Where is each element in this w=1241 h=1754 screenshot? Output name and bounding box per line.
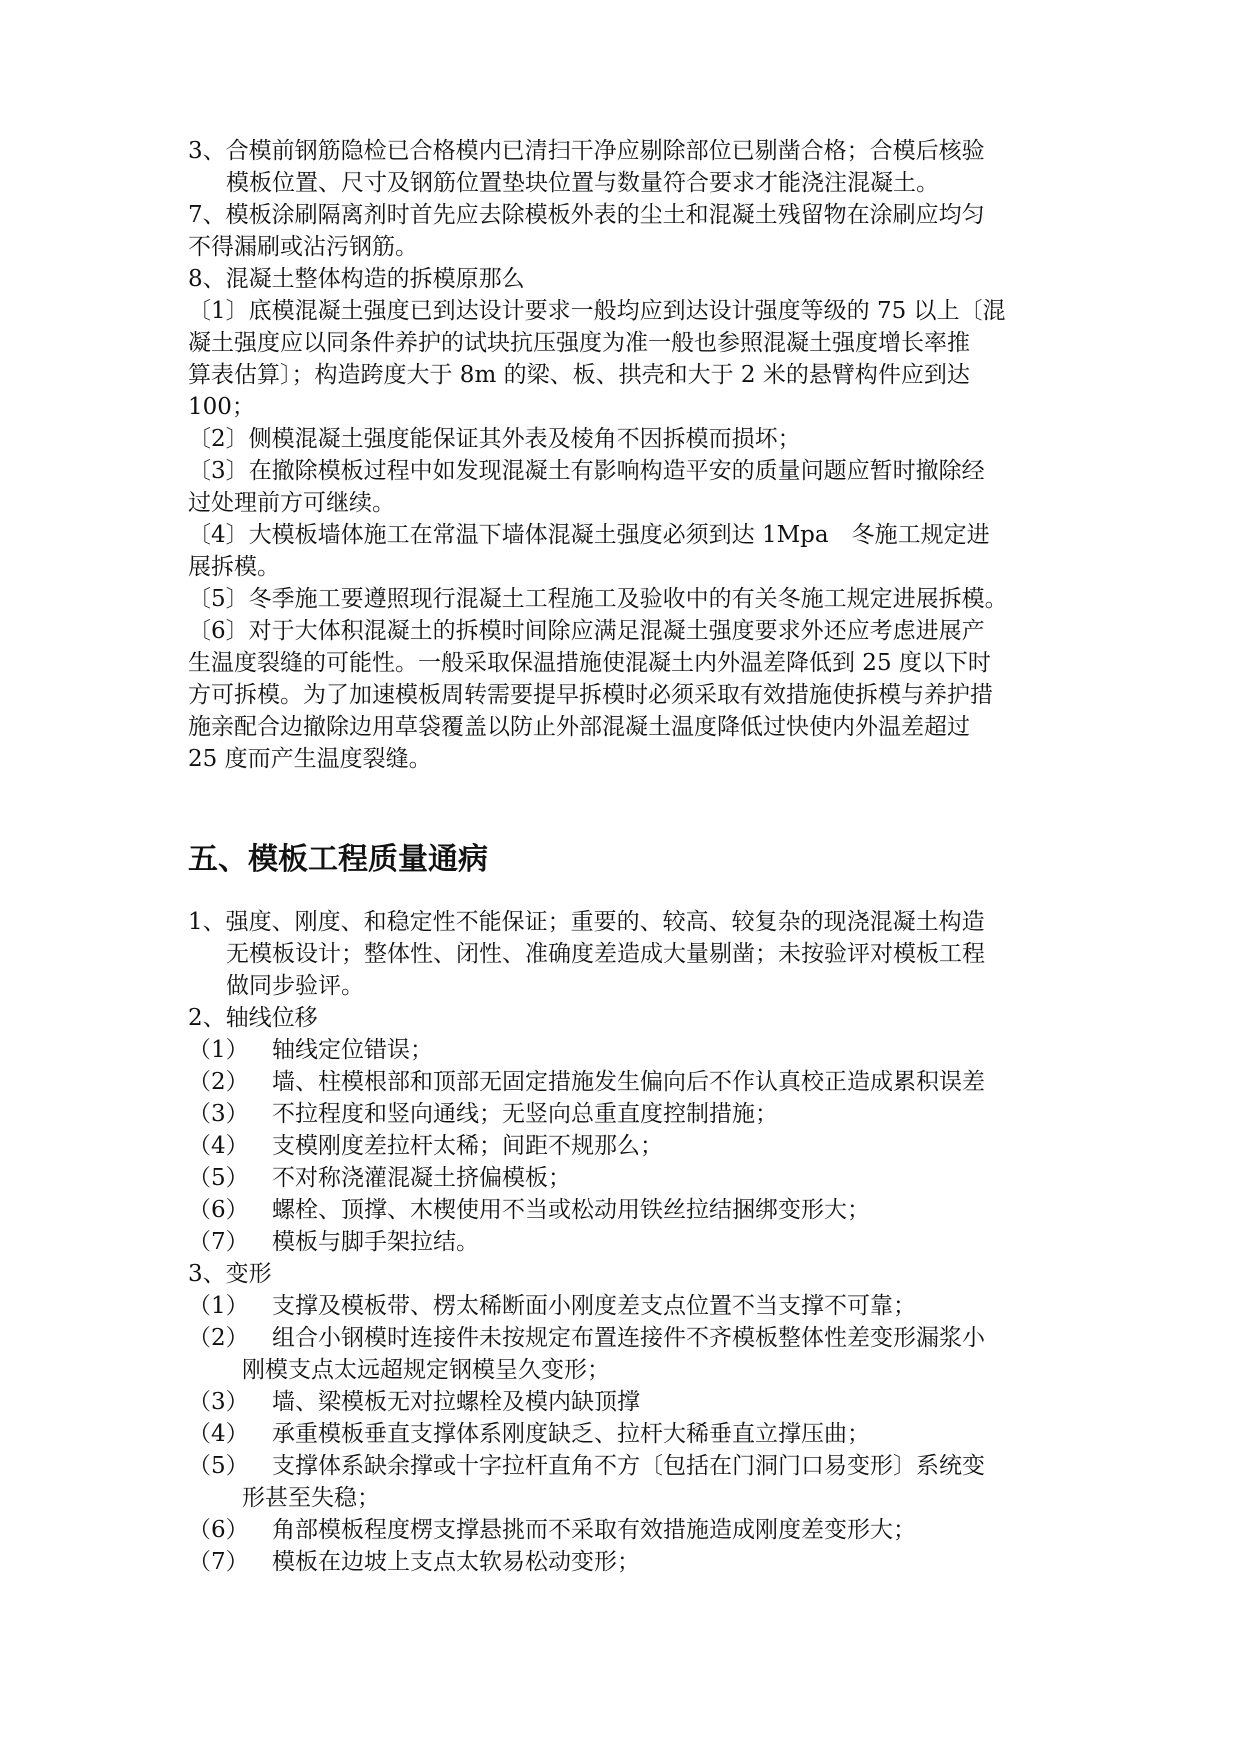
item-number: （3） (188, 1389, 249, 1415)
text-line: 施亲配合边撤除边用草袋覆盖以防止外部混凝土温度降低过快使内外温差超过 (188, 714, 970, 740)
item-text: 角部模板程度楞支撑悬挑而不采取有效措施造成刚度差变形大； (272, 1517, 916, 1543)
text-line: 100； (188, 394, 255, 420)
text-line: 3、变形 (188, 1261, 272, 1287)
item-text: 支模刚度差拉杆太稀；间距不规那么； (272, 1133, 663, 1159)
item-number: （2） (188, 1069, 249, 1095)
item-text: 支撑体系缺余撑或十字拉杆直角不方〔包括在门洞门口易变形〕系统变 (272, 1453, 985, 1479)
text-line: 3、合模前钢筋隐检已合格模内已清扫干净应剔除部位已剔凿合格；合模后核验 (188, 138, 985, 164)
text-line: 凝土强度应以同条件养护的试块抗压强度为准一般也参照混凝土强度增长率推 (188, 330, 970, 356)
item-number: （3） (188, 1101, 249, 1127)
item-text: 墙、柱模根部和顶部无固定措施发生偏向后不作认真校正造成累积误差 (272, 1069, 985, 1095)
list-item (188, 1386, 1048, 1418)
item-text: 模板与脚手架拉结。 (272, 1229, 479, 1255)
item-number: （7） (188, 1549, 249, 1575)
item-text: 支撑及模板带、楞太稀断面小刚度差支点位置不当支撑不可靠； (272, 1293, 916, 1319)
item-text: 不拉程度和竖向通线；无竖向总重直度控制措施； (272, 1101, 778, 1127)
item-text: 墙、梁模板无对拉螺栓及模内缺顶撑 (272, 1389, 640, 1415)
item-text: 组合小钢模时连接件未按规定布置连接件不齐模板整体性差变形漏浆小 (272, 1325, 985, 1351)
text-line: 〔5〕冬季施工要遵照现行混凝土工程施工及验收中的有关冬施工规定进展拆模。 (188, 586, 1008, 612)
text-line: 刚模支点太远超规定钢模呈久变形； (242, 1357, 610, 1383)
list-item (188, 1226, 1048, 1258)
list-item (188, 1098, 1048, 1130)
section-heading: 五、模板工程质量通病 (188, 842, 488, 877)
item-number: （4） (188, 1421, 249, 1447)
list-item (188, 1450, 1048, 1482)
item-text: 承重模板垂直支撑体系刚度缺乏、拉杆大稀垂直立撑压曲； (272, 1421, 870, 1447)
list-item (188, 1514, 1048, 1546)
text-line: 〔4〕大模板墙体施工在常温下墙体混凝土强度必须到达 1Mpa 冬施工规定进 (188, 522, 990, 548)
item-number: （5） (188, 1453, 249, 1479)
item-number: （1） (188, 1293, 249, 1319)
item-number: （5） (188, 1165, 249, 1191)
list-item (188, 1290, 1048, 1322)
text-line: 25 度而产生温度裂缝。 (188, 746, 432, 772)
text-line: 生温度裂缝的可能性。一般采取保温措施使混凝土内外温差降低到 25 度以下时 (188, 650, 991, 676)
text-line: 1、强度、刚度、和稳定性不能保证；重要的、较高、较复杂的现浇混凝土构造 (188, 909, 985, 935)
item-text: 模板在边坡上支点太软易松动变形； (272, 1549, 640, 1575)
text-line: 〔3〕在撤除模板过程中如发现混凝土有影响构造平安的质量问题应暂时撤除经 (188, 458, 985, 484)
list-item (188, 1322, 1048, 1354)
text-line: 展拆模。 (188, 554, 280, 580)
text-line: 算表估算〕；构造跨度大于 8m 的梁、板、拱壳和大于 2 米的悬臂构件应到达 (188, 362, 970, 388)
item-number: （2） (188, 1325, 249, 1351)
list-item (188, 1546, 1048, 1578)
item-text: 轴线定位错误； (272, 1037, 433, 1063)
item-number: （1） (188, 1037, 249, 1063)
text-line: 形甚至失稳； (242, 1485, 380, 1511)
text-line: 8、混凝土整体构造的拆模原那么 (188, 266, 525, 292)
list-item (188, 1194, 1048, 1226)
list-item (188, 1034, 1048, 1066)
text-line: 过处理前方可继续。 (188, 490, 395, 516)
text-line: 7、模板涂刷隔离剂时首先应去除模板外表的尘土和混凝土残留物在涂刷应均匀 (188, 202, 985, 228)
list-item (188, 1162, 1048, 1194)
text-line: 2、轴线位移 (188, 1005, 318, 1031)
item-number: （7） (188, 1229, 249, 1255)
text-line: 做同步验评。 (226, 973, 364, 999)
item-text: 不对称浇灌混凝土挤偏模板； (272, 1165, 571, 1191)
list-item (188, 1418, 1048, 1450)
item-text: 螺栓、顶撑、木楔使用不当或松动用铁丝拉结捆绑变形大； (272, 1197, 870, 1223)
list-item (188, 1130, 1048, 1162)
text-line: 模板位置、尺寸及钢筋位置垫块位置与数量符合要求才能浇注混凝土。 (226, 170, 939, 196)
text-line: 〔6〕对于大体积混凝土的拆模时间除应满足混凝土强度要求外还应考虑进展产 (188, 618, 985, 644)
item-number: （6） (188, 1197, 249, 1223)
text-line: 〔2〕侧模混凝土强度能保证其外表及棱角不因拆模而损坏； (188, 426, 801, 452)
list-item (188, 1066, 1048, 1098)
text-line: 无模板设计；整体性、闭性、准确度差造成大量剔凿；未按验评对模板工程 (226, 941, 985, 967)
text-line: 不得漏刷或沾污钢筋。 (188, 234, 418, 260)
text-line: 〔1〕底模混凝土强度已到达设计要求一般均应到达设计强度等级的 75 以上〔混 (188, 298, 1006, 324)
item-number: （4） (188, 1133, 249, 1159)
text-line: 方可拆模。为了加速模板周转需要提早拆模时必须采取有效措施使拆模与养护措 (188, 682, 993, 708)
item-number: （6） (188, 1517, 249, 1543)
